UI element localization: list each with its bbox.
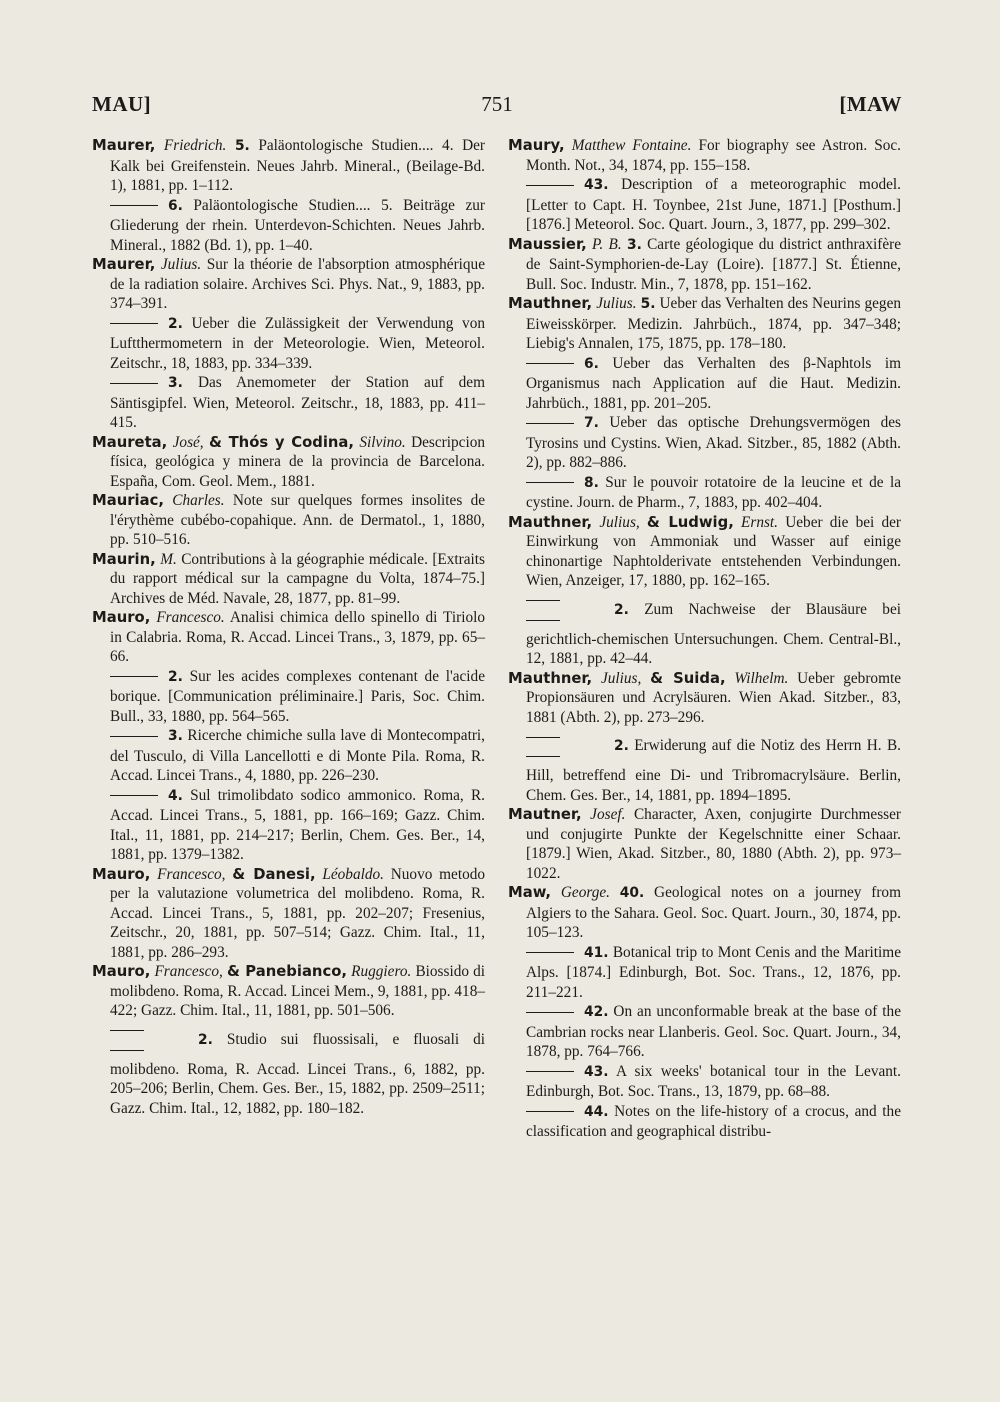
- entry-text: Sur le pouvoir rotatoire de la leucine et de la cystine. Journ. de Pharm., 7, 1883, pp. 402–404.: [526, 473, 901, 511]
- bibliography-entry: [92, 962, 485, 1021]
- coauthor-forename: Léobaldo.: [322, 865, 384, 883]
- bibliography-sub-entry: [508, 1102, 901, 1142]
- entry-text: Description of a meteorographic model. [Letter to Capt. H. Toynbee, 21st June, 1871.] [Posthum.] [1876.] Meteorol. Soc. Quart. Journ., 3, 1877, pp. 299–302.: [526, 176, 901, 233]
- ditto-dash-segment: [110, 1030, 144, 1031]
- author-forename: P. B.: [592, 235, 622, 253]
- ditto-dash-segment: [526, 756, 560, 757]
- coauthor-forename: Ruggiero.: [351, 963, 412, 980]
- right-column: [508, 136, 901, 1142]
- ditto-dash: [526, 1111, 574, 1112]
- entry-number: 43.: [584, 1063, 609, 1080]
- entry-text: Notes on the life-history of a crocus, and the classification and geographical distribu-: [526, 1102, 901, 1140]
- coauthor-surname: & Suida,: [650, 669, 726, 687]
- coauthor-surname: & Thós y Codina,: [209, 433, 355, 451]
- bibliography-sub-entry: [92, 726, 485, 786]
- author-forename: Charles.: [172, 492, 225, 509]
- author-forename: Francesco.: [156, 609, 225, 626]
- ditto-dash-segment: [526, 600, 560, 601]
- entry-number: 6.: [584, 355, 599, 372]
- entry-text: Paläontologische Studien.... 5. Beiträge zur Gliederung der rhein. Unterdevon-Schichten. Neues Jahrb. Mineral., 1882 (Bd. 1), pp. 1–40.: [110, 196, 485, 254]
- entry-number: 44.: [584, 1103, 609, 1120]
- author-surname: Mauthner,: [508, 669, 593, 687]
- ditto-dash: [526, 185, 574, 186]
- entry-text: Ueber die bei der Einwirkung von Ammoniak und Wasser auf einige chinonartige Naphtolderivate entstehenden Verbindungen. Wien, Anzeiger, 17, 1880, pp. 162–165.: [526, 513, 902, 589]
- bibliography-sub-entry: [508, 943, 901, 1003]
- bibliography-entry: [92, 491, 485, 550]
- entry-text: Sur les acides complexes contenant de l'acide borique. [Communication préliminaire.] Paris, Soc. Chim. Bull., 33, 1880, pp. 564–565.: [110, 667, 485, 725]
- entry-text: Erwiderung auf die Notiz des Herrn H. B. Hill, betreffend eine Di- und Tribromacrylsäure. Berlin, Chem. Ges. Ber., 14, 1881, pp. 1894–1895.: [526, 737, 902, 804]
- entry-number: 2.: [198, 1031, 213, 1048]
- ditto-dash: [110, 676, 158, 677]
- entry-text: Sur la théorie de l'absorption atmosphérique de la radiation solaire. Archives Sci. Phys. Nat., 9, 1883, pp. 374–391.: [110, 256, 485, 312]
- coauthor-surname: & Danesi,: [232, 865, 316, 883]
- entry-text: A six weeks' botanical tour in the Levant. Edinburgh, Bot. Soc. Trans., 13, 1879, pp. 68–88.: [526, 1062, 901, 1100]
- entry-text: Ueber das Verhalten des β-Naphtols im Organismus nach Application auf die Haut. Medizin. Jahrbüch., 1881, pp. 201–205.: [526, 354, 901, 412]
- bibliography-entry: [508, 805, 901, 883]
- entry-number: 42.: [584, 1004, 609, 1020]
- ditto-dash: [526, 1012, 574, 1013]
- entry-text: Ricerche chimiche sulla lave di Montecompatri, del Tusculo, di Villa Lancellotti e di Monte Pila. Roma, R. Accad. Lincei Trans., 4, 1880, pp. 226–230.: [110, 727, 485, 784]
- author-surname: Maureta,: [92, 433, 168, 451]
- bibliography-sub-entry: [92, 314, 485, 374]
- ditto-dash-segment: [526, 737, 560, 738]
- author-surname: Maw,: [508, 884, 552, 901]
- entry-text: Ueber das Verhalten des Neurins gegen Eiweisskörper. Medizin. Jahrbüch., 1874, pp. 347–348; Liebig's Annalen, 175, 1875, pp. 178–180.: [526, 295, 902, 352]
- entry-number: 3.: [626, 236, 642, 253]
- author-surname: Mauro,: [92, 963, 151, 980]
- entry-text: Das Anemometer der Station auf dem Säntisgipfel. Wien, Meteorol. Zeitschr., 18, 1883, pp. 411–415.: [110, 374, 485, 431]
- entry-text: Character, Axen, conjugirte Durchmesser und conjugirte Punkte der Kegelschnitte einer Schaar. [1879.] Wien, Akad. Sitzber., 80, 1880 (Abth. 2), pp. 973–1022.: [526, 806, 902, 882]
- double-ditto-dash: [110, 1021, 188, 1060]
- author-forename: George.: [560, 884, 610, 901]
- entry-number: 6.: [168, 197, 183, 214]
- left-column: [92, 136, 485, 1118]
- entry-text: Studio sui fluossisali, e fluosali di molibdeno. Roma, R. Accad. Lincei Trans., 6, 1882, pp. 205–206; Berlin, Chem. Ges. Ber., 15, 1882, pp. 2509–2511; Gazz. Chim. Ital., 12, 1882, pp. 180–182.: [110, 1030, 485, 1117]
- bibliography-entry: [92, 255, 485, 314]
- coauthor-forename: Ernst.: [741, 513, 779, 531]
- ditto-dash: [110, 795, 158, 796]
- ditto-dash: [526, 423, 574, 424]
- author-forename: José,: [172, 433, 204, 451]
- author-forename: Friedrich.: [163, 137, 227, 154]
- bibliography-entry: [508, 669, 901, 728]
- header-right-guide: [MAW: [839, 92, 902, 116]
- author-forename: Josef.: [590, 806, 626, 823]
- author-surname: Maury,: [508, 137, 565, 154]
- bibliography-sub-entry: [92, 786, 485, 865]
- bibliography-entry: [508, 883, 901, 943]
- author-surname: Maurer,: [92, 137, 156, 154]
- bibliography-sub-entry: [508, 354, 901, 414]
- bibliography-sub-entry: [508, 175, 901, 235]
- entry-number: 5.: [640, 296, 656, 312]
- bibliography-entry: [92, 608, 485, 667]
- entry-number: 8.: [584, 474, 599, 491]
- ditto-dash: [526, 363, 574, 364]
- ditto-dash: [526, 952, 574, 953]
- author-forename: Julius,: [599, 513, 640, 531]
- entry-text: Ueber gebromte Propionsäuren und Acrylsäuren. Wien Akad. Sitzber., 83, 1881 (Abth. 2), pp. 273–296.: [526, 669, 902, 726]
- author-forename: Julius.: [596, 295, 637, 312]
- bibliography-entry: [92, 550, 485, 609]
- entry-text: Geological notes on a journey from Algiers to the Sahara. Geol. Soc. Quart. Journ., 30, 1874, pp. 105–123.: [526, 884, 901, 941]
- entry-number: 7.: [584, 415, 599, 431]
- entry-number: 2.: [614, 601, 629, 618]
- bibliography-sub-entry: [508, 1062, 901, 1102]
- entry-text: Botanical trip to Mont Cenis and the Maritime Alps. [1874.] Edinburgh, Bot. Soc. Trans., 12, 1876, pp. 211–221.: [526, 943, 901, 1001]
- entry-text: Biossido di molibdeno. Roma, R. Accad. Lincei Mem., 9, 1881, pp. 418–422; Gazz. Chim. Ital., 11, 1881, pp. 501–506.: [110, 963, 485, 1019]
- coauthor-forename: Silvino.: [359, 433, 406, 451]
- author-forename: M.: [160, 550, 177, 568]
- entry-text: Sul trimolibdato sodico ammonico. Roma, R. Accad. Lincei Trans., 5, 1881, pp. 166–169; Gazz. Chim. Ital., 11, 1881, pp. 214–217; Berlin, Chem. Ges. Ber., 14, 1881, pp. 1379–1382.: [110, 786, 485, 863]
- author-surname: Mauro,: [92, 865, 151, 883]
- bibliography-entry: [92, 865, 485, 963]
- ditto-dash: [110, 383, 158, 384]
- bibliography-entry: [508, 294, 901, 354]
- entry-number: 5.: [234, 138, 250, 154]
- ditto-dash: [110, 736, 158, 737]
- author-forename: Matthew Fontaine.: [571, 137, 692, 154]
- entry-number: 3.: [168, 375, 183, 391]
- entry-number: 2.: [614, 738, 629, 755]
- entry-text: On an unconformable break at the base of the Cambrian rocks near Llanberis. Geol. Soc. Quart. Journ., 34, 1878, pp. 764–766.: [526, 1003, 901, 1060]
- ditto-dash: [526, 482, 574, 483]
- bibliography-sub-entry: [508, 591, 901, 669]
- entry-text: Note sur quelques formes insolites de l'érythème cubébo-copahique. Ann. de Dermatol., 1, 1880, pp. 510–516.: [110, 492, 486, 548]
- double-ditto-dash: [526, 727, 604, 766]
- author-surname: Mauro,: [92, 609, 151, 626]
- double-ditto-dash: [526, 591, 604, 630]
- author-surname: Mautner,: [508, 806, 582, 823]
- coauthor-forename: Wilhelm.: [734, 669, 789, 687]
- bibliography-sub-entry: [508, 727, 901, 805]
- entry-number: 40.: [619, 885, 645, 901]
- ditto-dash: [110, 323, 158, 324]
- bibliography-entry: [508, 136, 901, 175]
- entry-number: 3.: [168, 728, 183, 744]
- entry-text: Descripcion física, geológica y minera de la provincia de Barcelona. España, Com. Geol. Mem., 1881.: [110, 433, 485, 490]
- author-forename: Julius,: [600, 669, 642, 687]
- entry-number: 4.: [168, 787, 183, 804]
- ditto-dash: [110, 205, 158, 206]
- bibliography-entry: [92, 433, 485, 492]
- entry-number: 43.: [584, 177, 609, 193]
- author-surname: Maussier,: [508, 235, 587, 253]
- author-surname: Mauthner,: [508, 295, 593, 312]
- entry-text: Nuovo metodo per la valutazione volumetrica del molibdeno. Roma, R. Accad. Lincei Trans., 5, 1881, pp. 202–207; Fresenius, Zeitschr., 20, 1881, pp. 507–514; Gazz. Chim. Ital., 11, 1881, pp. 286–293.: [110, 865, 486, 961]
- bibliography-sub-entry: [92, 667, 485, 727]
- entry-text: Ueber das optische Drehungsvermögen des Tyrosins und Cystins. Wien, Akad. Sitzber., 85, 1882 (Abth. 2), pp. 882–886.: [526, 414, 901, 471]
- ditto-dash: [526, 1071, 574, 1072]
- coauthor-surname: & Panebianco,: [226, 963, 348, 980]
- entry-text: For biography see Astron. Soc. Month. Not., 34, 1874, pp. 155–158.: [526, 137, 901, 174]
- bibliography-sub-entry: [92, 373, 485, 433]
- entry-text: Zum Nachweise der Blausäure bei gerichtlich-chemischen Untersuchungen. Chem. Central-Bl., 12, 1881, pp. 42–44.: [526, 600, 901, 667]
- author-forename: Julius.: [160, 256, 202, 273]
- author-forename: Francesco,: [157, 865, 226, 883]
- bibliography-entry: [508, 513, 901, 591]
- bibliography-sub-entry: [508, 473, 901, 513]
- bibliography-entry: [92, 136, 485, 196]
- bibliography-sub-entry: [508, 413, 901, 473]
- entry-text: Ueber die Zulässigkeit der Verwendung von Luftthermometern in der Meteorologie. Wien, Meteorol. Zeitschr., 18, 1883, pp. 334–339.: [110, 314, 485, 372]
- author-surname: Mauthner,: [508, 513, 593, 531]
- entry-text: Paläontologische Studien.... 4. Der Kalk bei Greifenstein. Neues Jahrb. Mineral., (Beilage-Bd. 1), 1881, pp. 1–112.: [110, 137, 486, 194]
- author-surname: Maurin,: [92, 550, 156, 568]
- author-forename: Francesco,: [154, 963, 223, 980]
- ditto-dash-segment: [110, 1050, 144, 1051]
- bibliography-sub-entry: [92, 1021, 485, 1119]
- entry-text: Analisi chimica dello spinello di Tiriolo in Calabria. Roma, R. Accad. Lincei Trans., 3, 1879, pp. 65–66.: [110, 609, 486, 665]
- page-number: 751: [481, 92, 513, 116]
- header-left-guide: MAU]: [92, 92, 152, 116]
- coauthor-surname: & Ludwig,: [646, 513, 734, 531]
- ditto-dash-segment: [526, 620, 560, 621]
- running-header: [92, 92, 902, 122]
- entry-text: Carte géologique du district anthraxifère de Saint-Symphorien-de-Lay (Loire). [1877.] St. Étienne, Bull. Soc. Industr. Min., 7, 1878, pp. 151–162.: [526, 235, 902, 293]
- bibliography-entry: [508, 235, 901, 295]
- entry-number: 2.: [168, 315, 183, 332]
- entry-number: 41.: [584, 944, 609, 961]
- author-surname: Maurer,: [92, 256, 156, 273]
- author-surname: Mauriac,: [92, 492, 164, 509]
- entry-text: Contributions à la géographie médicale. [Extraits du rapport médical sur la campagne du Volta, 1874–75.] Archives de Méd. Navale, 28, 1877, pp. 81–99.: [110, 550, 486, 607]
- entry-number: 2.: [168, 668, 183, 685]
- bibliography-sub-entry: [508, 1002, 901, 1062]
- bibliography-sub-entry: [92, 196, 485, 256]
